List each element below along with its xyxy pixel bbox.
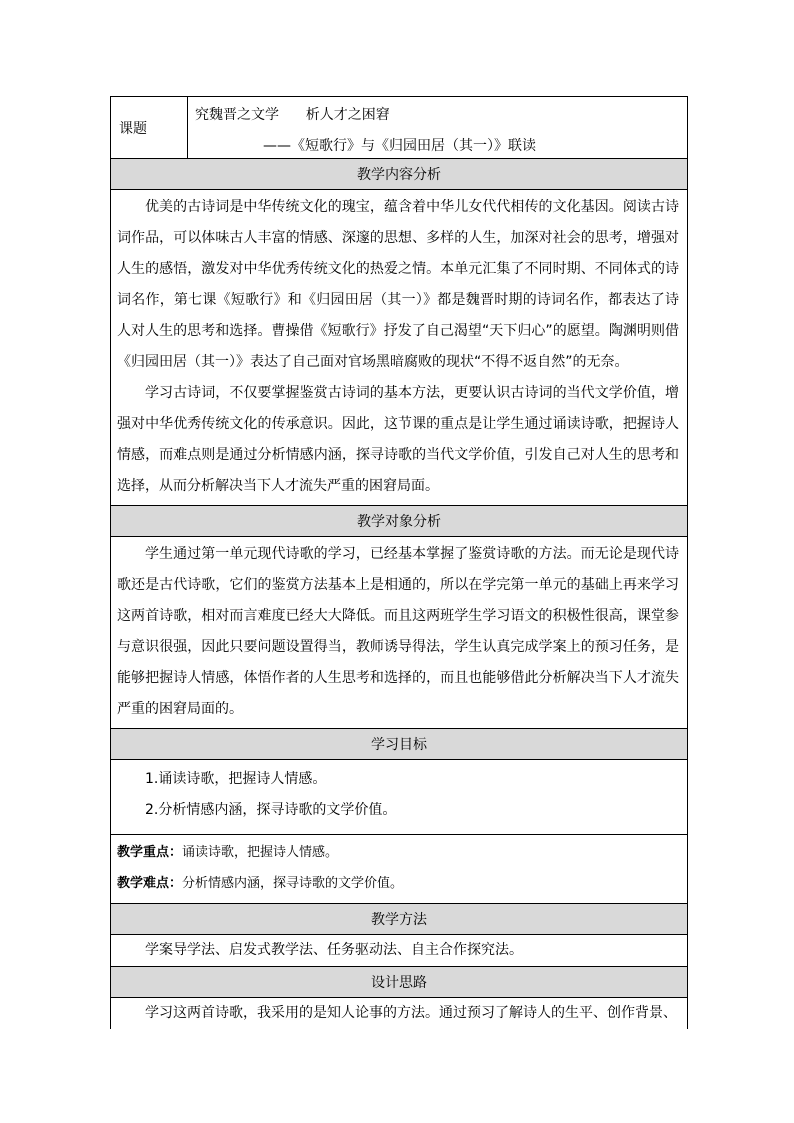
student-analysis-body [111,537,687,729]
teaching-focus [111,837,687,868]
goal-item: 1.诵读诗歌，把握诗人情感。 [145,771,327,787]
content-analysis-paragraph: 优美的古诗词是中华传统文化的瑰宝，蕴含着中华儿女代代相传的文化基因。阅读古诗词作品，可以体味古人丰富的情感、深邃的思想、多样的人生，加深对社会的思考，增强对人生的感悟，激发对中华优秀传统文化的热爱之情。本单元汇集了不同时期、不同体式的诗词名作，第七课《短歌行》和《归园田居（其一）》都是魏晋时期的诗词名作，都表达了诗人对人生的思考和选择。曹操借《短歌行》抒发了自己渴望“天下归心”的愿望。陶渊明则借《归园田居（其一）》表达了自己面对官场黑暗腐败的现状“不得不返自然”的无奈。 [117,199,679,370]
design-heading: 设计思路 [111,967,687,998]
topic-label: 课题 [111,97,188,158]
content-analysis-heading: 教学内容分析 [111,159,687,190]
lesson-plan-table [110,96,688,1029]
lesson-subtitle: ——《短歌行》与《归园田居（其一）》联读 [263,138,536,154]
content-analysis-body [111,190,687,506]
topic-content [188,97,687,158]
student-analysis-heading: 教学对象分析 [111,506,687,537]
teaching-difficulty-label: 教学难点： [117,876,183,891]
content-analysis-paragraph: 学习古诗词，不仅要掌握鉴赏古诗词的基本方法，更要认识古诗词的当代文学价值，增强对中华优秀传统文化的传承意识。因此，这节课的重点是让学生通过诵读诗歌，把握诗人情感，而难点则是通过分析情感内涵，探寻诗歌的当代文学价值，引发自己对人生的思考和选择，从而分析解决当下人才流失严重的困窘局面。 [117,385,679,494]
design-body [111,998,687,1029]
teaching-difficulty-text: 分析情感内涵，探寻诗歌的文学价值。 [182,876,404,891]
title-row [111,97,687,159]
methods-heading: 教学方法 [111,904,687,935]
goals-body [111,760,687,835]
goal-item: 2.分析情感内涵，探寻诗歌的文学价值。 [145,802,397,818]
design-text: 学习这两首诗歌，我采用的是知人论事的方法。通过预习了解诗人的生平、创作背景、 [145,1005,677,1021]
goals-heading: 学习目标 [111,729,687,760]
teaching-focus-label: 教学重点： [117,845,183,860]
methods-text: 学案导学法、启发式教学法、任务驱动法、自主合作探究法。 [145,942,523,958]
teaching-focus-text: 诵读诗歌，把握诗人情感。 [182,845,339,860]
lesson-title: 究魏晋之文学 析人才之困窘 [195,107,390,123]
teaching-difficulty [111,868,687,899]
student-analysis-paragraph: 学生通过第一单元现代诗歌的学习，已经基本掌握了鉴赏诗歌的方法。而无论是现代诗歌还是古代诗歌，它们的鉴赏方法基本上是相通的，所以在学完第一单元的基础上再来学习这两首诗歌，相对而言难度已经大大降低。而且这两班学生学习语文的积极性很高，课堂参与意识很强，因此只要问题设置得当，教师诱导得法，学生认真完成学案上的预习任务，是能够把握诗人情感，体悟作者的人生思考和选择的，而且也能够借此分析解决当下人才流失严重的困窘局面的。 [117,546,679,717]
key-points-body [111,835,687,904]
methods-body [111,935,687,967]
